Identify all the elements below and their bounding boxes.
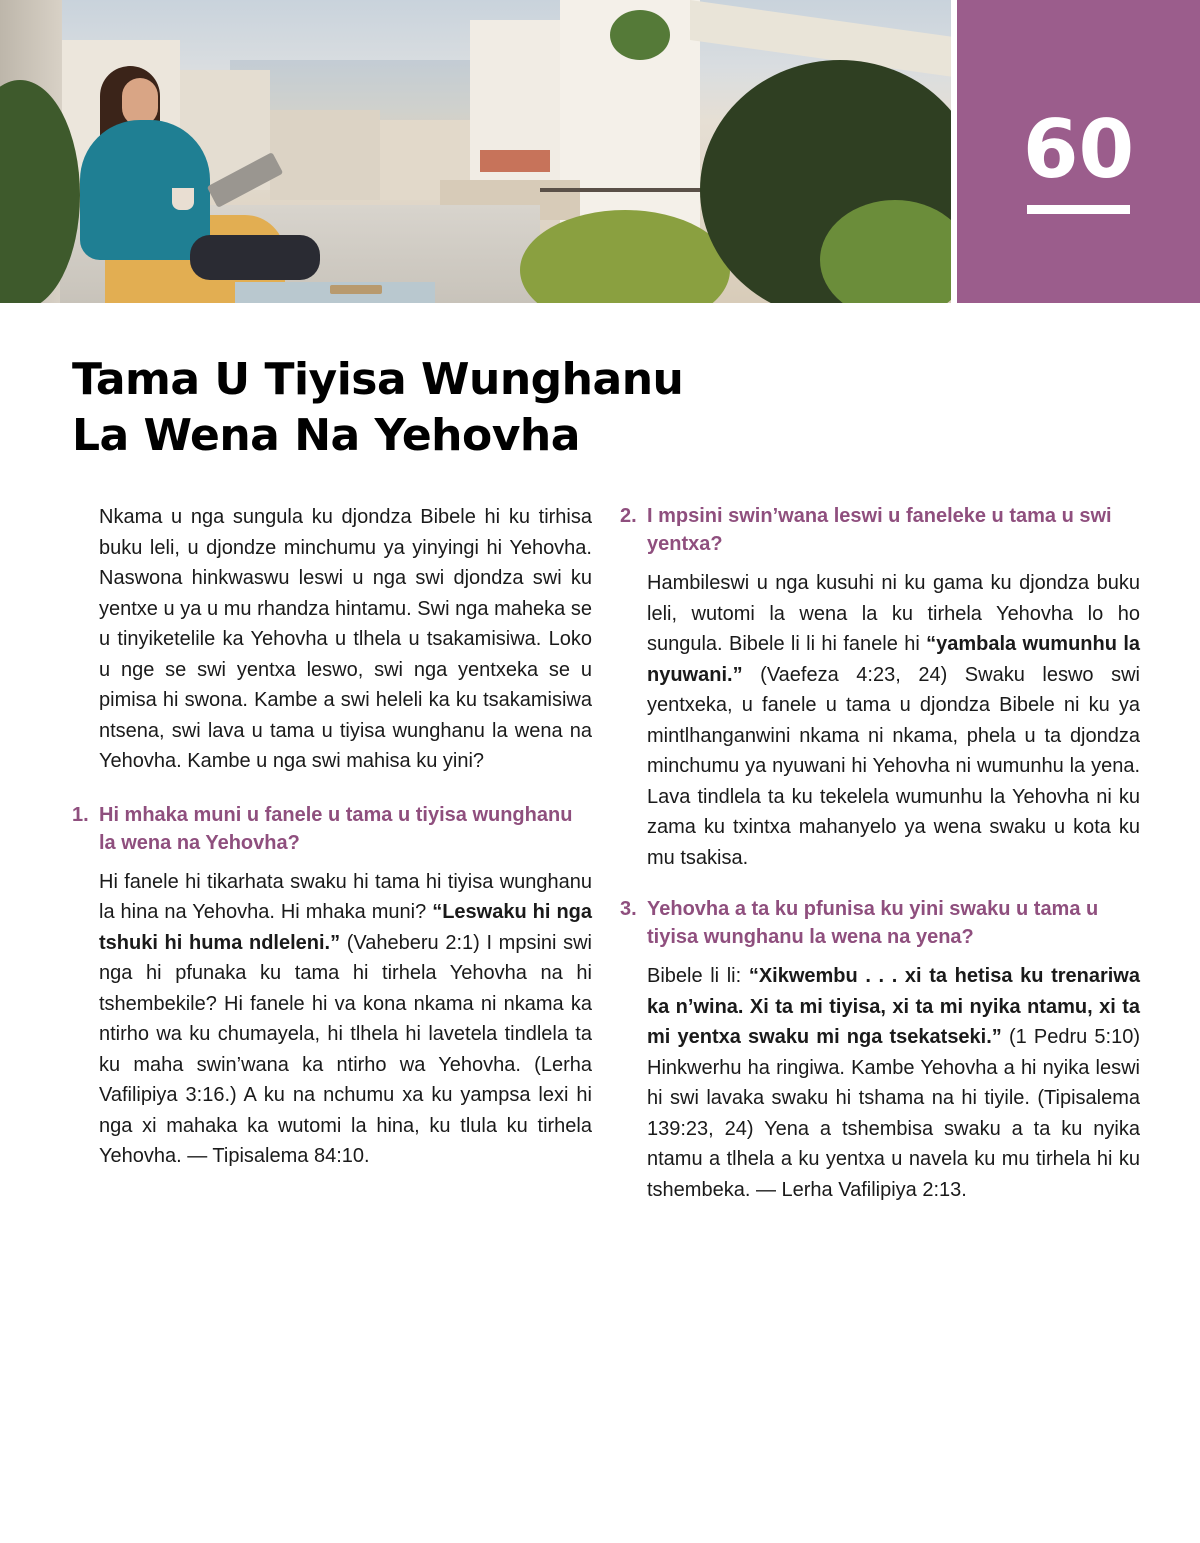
question-1 [72,801,592,857]
answer-3-paragraph [620,961,1140,1205]
intro-paragraph: Nkama u nga sungula ku djondza Bibele hi ku tirhisa buku leli, u djondze minchumu ya yinyingi hi Yehovha. Naswona hinkwaswu leswi u nga swi djondza swi ku yentxe u ya u mu rhandza hintamu. Swi nga maheka se u tinyiketelile ka Yehovha u tlhela u tsakamisiwa. Loko u nge se swi yentxa leswo, swi nga yentxeka se u pimisa hi swona. Kambe a swi heleli ka ku tsakamisiwa ntsena, swi lava u tama u tiyisa wunghanu la wena na Yehovha. Kambe u nga swi mahisa ku yini? [99,506,592,772]
chapter-underline [1027,205,1130,214]
question-1-number: 1. [72,803,89,826]
title-line-1: Tama U Tiyisa Wunghanu [72,354,684,405]
answer-2-before: Hambileswi u nga kusuhi ni ku gama ku djondza buku leli, wutomi la wena la ku tirhela Yehovha lo ho sungula. Bibele li li hi fanele hi [647,572,1140,655]
hero-photo [0,0,951,303]
answer-3-after: (1 Pedru 5:10) Hinkwerhu ha ringiwa. Kambe Yehovha a hi nyika leswi hi swi lavaka swaku hi tshama na hi tiyile. (Tipisalema 139:23, 24) Yena a tshembisa swaku a ta ku nyika ntamu a tlhela a ku yentxa u navela ku mu tirhela hi ku tshembeka. — Lerha Vafilipiya 2:13. [647,1026,1140,1201]
question-3 [620,895,1140,951]
answer-2-quote: “yambala wumunhu la nyuwani.” [647,633,1140,686]
page-title [72,352,772,464]
answer-2-after: (Vaefeza 4:23, 24) Swaku leswo swi yentxeka, u fanele u tama u djondza Bibele ni ku ya mintlhanganwini nkama ni nkama, phela u ta djondza minchumu ya nyuwani hi Yehovha ni wumunhu la yena. Lava tindlela ta ku tekelela wumunhu la Yehovha ni ku zama ku txintxa mahanyelo ya wena swaku u kota ku mu tsakisa. [647,663,1140,869]
question-3-number: 3. [620,898,637,920]
answer-3-before: Bibele li li: [647,965,742,987]
question-3-text: Yehovha a ta ku pfunisa ku yini swaku u tama u tiyisa wunghanu la wena na yena? [647,898,1099,948]
title-line-2: La Wena Na Yehovha [72,410,580,461]
chapter-tab [957,0,1200,303]
left-column [72,502,592,1172]
question-2-number: 2. [620,505,637,527]
right-column [620,502,1140,1205]
question-2-text: I mpsini swin’wana leswi u faneleke u tama u swi yentxa? [647,505,1112,555]
question-1-text: Hi mhaka muni u fanele u tama u tiyisa wunghanu la wena na Yehovha? [99,803,573,854]
answer-3-quote: “Xikwembu . . . xi ta hetisa ku trenariwa ka n’wina. Xi ta mi tiyisa, xi ta mi nyika ntamu, xi ta mi yentxa swaku mi nga tsekatseki.” [647,965,1140,1048]
answer-1-quote: “Leswaku hi nga tshuki hi huma ndleleni.” [99,901,592,954]
chapter-number: 60 [1022,103,1135,196]
answer-1-paragraph [72,867,592,1172]
answer-1-before: Hi fanele hi tikarhata swaku hi tama hi tiyisa wunghanu la hina na Yehovha. Hi mhaka muni? [99,870,592,923]
answer-1-after: (Vaheberu 2:1) I mpsini swi nga hi pfunaka ku tama hi tirhela Yehovha na hi tshembekile? Hi fanele hi va kona nkama ni nkama ka ntirho wa ku chumayela, hi tlhela hi lavetela tindlela ta ku maha swin’wana ka ntirho wa Yehovha. (Lerha Vafilipiya 3:16.) A ku na nchumu xa ku yampsa lexi hi nga xi mahaka ka wutomi la hina, ku tlula ku tirhela Yehovha. — Tipisalema 84:10. [99,931,592,1167]
question-2 [620,502,1140,558]
answer-2-paragraph [620,568,1140,873]
